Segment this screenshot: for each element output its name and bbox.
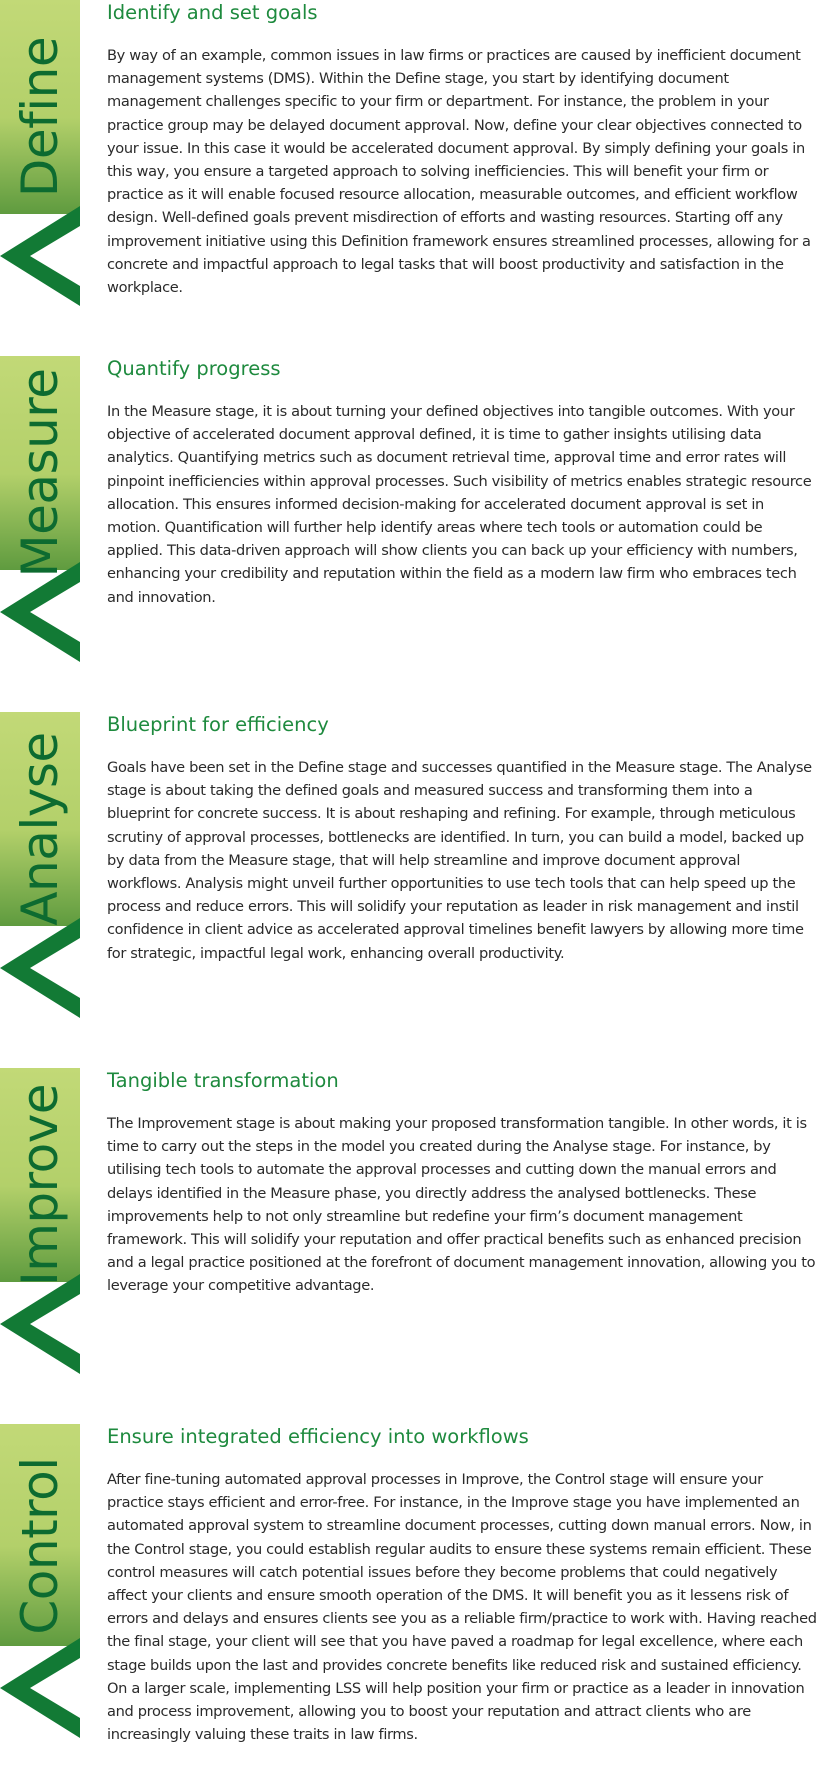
chevron-icon — [0, 1638, 80, 1738]
stage-label: Define — [11, 36, 69, 198]
chevron-icon — [0, 1274, 80, 1374]
stage-banner — [0, 1424, 80, 1754]
stage-body: By way of an example, common issues in law firms or practices are caused by inefficient document management systems (DMS). Within the Define stage, you start by identifying document management challenges specific to your firm or department. For instance, the problem in your practice group may be delayed document approval. Now, define your clear objectives connected to your issue. In this case it would be accelerated document approval. By simply defining your goals in this way, you ensure a targeted approach to solving inefficiencies. This will benefit your firm or practice as it will enable focused resource allocation, measurable outcomes, and efficient workflow design. Well-defined goals prevent misdirection of efforts and wasting resources. Starting off any improvement initiative using this Definition framework ensures streamlined processes, allowing for a concrete and impactful approach to legal tasks that will boost productivity and satisfaction in the workplace. — [107, 47, 811, 297]
stage-heading: Ensure integrated efficiency into workflows — [107, 1425, 529, 1448]
stage-improve — [0, 1068, 840, 1388]
stage-heading: Identify and set goals — [107, 1, 318, 24]
stage-label: Improve — [11, 1083, 69, 1287]
stage-define — [0, 0, 840, 320]
stage-banner — [0, 0, 80, 320]
stage-banner — [0, 1068, 80, 1388]
stage-control — [0, 1424, 840, 1784]
stage-label: Measure — [11, 368, 69, 578]
stage-heading: Quantify progress — [107, 357, 281, 380]
chevron-icon — [0, 918, 80, 1018]
stage-heading: Blueprint for efficiency — [107, 713, 329, 736]
stage-body: The Improvement stage is about making your proposed transformation tangible. In other words, it is time to carry out the steps in the model you created during the Analyse stage. For instance, by utilising tech tools to automate the approval processes and cutting down the manual errors and delays identified in the Measure phase, you directly address the analysed bottlenecks. These improvements help to not only streamline but redefine your firm’s document management framework. This will solidify your reputation and offer practical benefits such as enhanced precision and a legal practice positioned at the forefront of document management innovation, allowing you to leverage your competitive advantage. — [107, 1115, 816, 1295]
stage-label: Control — [11, 1457, 69, 1635]
stage-heading: Tangible transformation — [107, 1069, 339, 1092]
stage-banner — [0, 356, 80, 676]
stage-body: In the Measure stage, it is about turning your defined objectives into tangible outcomes. With your objective of accelerated document approval defined, it is time to gather insights utilising data analytics. Quantifying metrics such as document retrieval time, approval time and error rates will pinpoint inefficiencies within approval processes. Such visibility of metrics enables strategic resource allocation. This ensures informed decision-making for accelerated document approval is set in motion. Quantification will further help identify areas where tech tools or automation could be applied. This data-driven approach will show clients you can back up your efficiency with numbers, enhancing your credibility and reputation within the field as a modern law firm who embraces tech and innovation. — [107, 403, 812, 606]
stage-measure — [0, 356, 840, 676]
stage-body: Goals have been set in the Define stage and successes quantified in the Measure stage. The Analyse stage is about taking the defined goals and measured success and transforming them into a blueprint for concrete success. It is about reshaping and refining. For example, through meticulous scrutiny of approval processes, bottlenecks are identified. In turn, you can build a model, backed up by data from the Measure stage, that will help streamline and improve document approval workflows. Analysis might unveil further opportunities to use tech tools that can help speed up the process and reduce errors. This will solidify your reputation as leader in risk management and instil confidence in client advice as accelerated approval timelines benefit lawyers by allowing more time for strategic, impactful legal work, enhancing overall productivity. — [107, 759, 812, 962]
stage-analyse — [0, 712, 840, 1032]
stage-body: After fine-tuning automated approval processes in Improve, the Control stage will ensure your practice stays efficient and error-free. For instance, in the Improve stage you have implemented an automated approval system to streamline document processes, cutting down manual errors. Now, in the Control stage, you could establish regular audits to ensure these systems remain efficient. These control measures will catch potential issues before they become problems that could negatively affect your clients and ensure smooth operation of the DMS. It will benefit you as it lessens risk of errors and delays and ensures clients see you as a reliable firm/practice to work with. Having reached the final stage, your client will see that you have paved a roadmap for legal excellence, where each stage builds upon the last and provides concrete benefits like reduced risk and sustained efficiency. On a larger scale, implementing LSS will help position your firm or practice as a leader in innovation and process improvement, allowing you to boost your reputation and attract clients who are increasingly valuing these traits in law firms. — [107, 1471, 817, 1744]
stage-banner — [0, 712, 80, 1032]
stage-label: Analyse — [11, 732, 69, 926]
chevron-icon — [0, 206, 80, 306]
